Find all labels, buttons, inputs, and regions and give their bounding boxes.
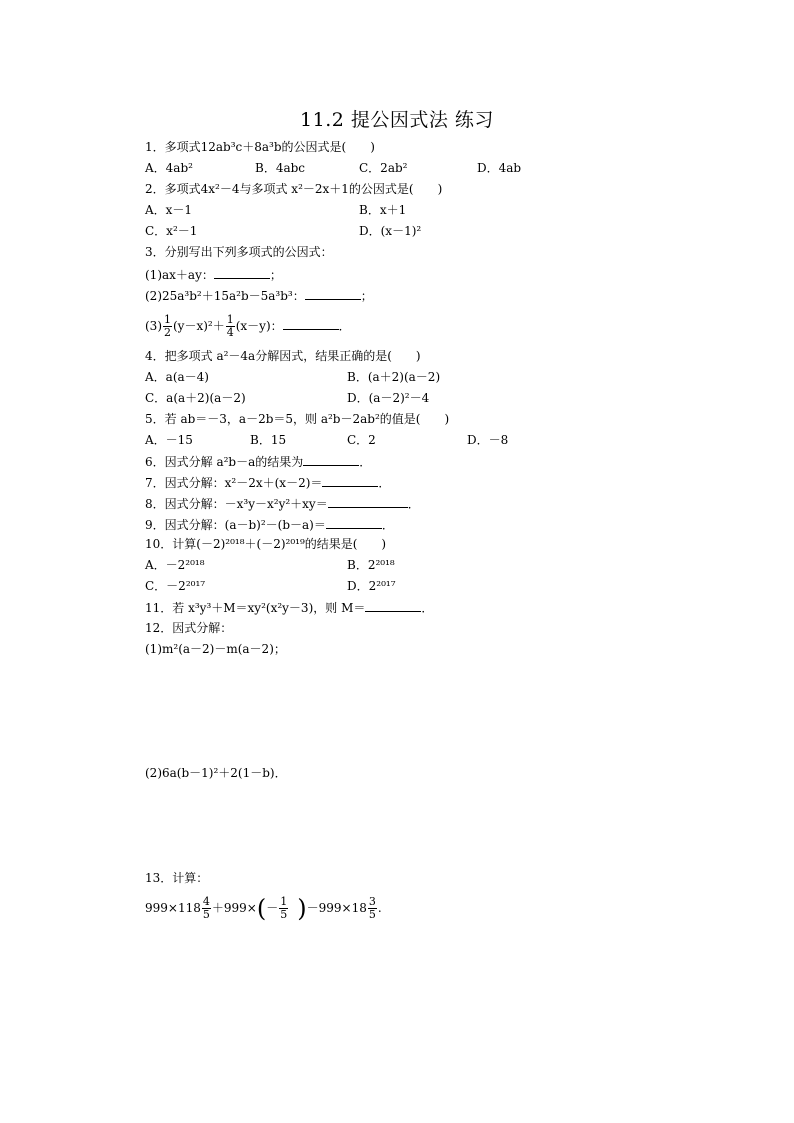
fraction-quarter <box>226 314 235 339</box>
period: ． <box>407 497 420 511</box>
question-1-stem: 1．多项式12ab³c＋8a³b的公因式是( ) <box>145 140 375 154</box>
question-3-part-3-label: (3) <box>145 319 162 333</box>
question-8 <box>145 495 420 512</box>
question-3-part-1-text: (1)ax＋ay： <box>145 268 214 282</box>
expression-term-2: ＋999× <box>211 901 257 915</box>
semicolon: ； <box>360 289 373 303</box>
question-5-option-b: B．15 <box>250 433 287 447</box>
answer-blank[interactable] <box>305 287 361 300</box>
question-4-option-d: D．(a－2)²－4 <box>347 391 430 405</box>
question-4-option-c: C．a(a＋2)(a－2) <box>145 391 246 405</box>
question-10-option-a: A．－2²⁰¹⁸ <box>145 558 205 572</box>
question-4-stem: 4．把多项式 a²－4a分解因式，结果正确的是( ) <box>145 349 421 363</box>
question-4-option-b: B．(a＋2)(a－2) <box>347 370 441 384</box>
question-1-option-c: C．2ab² <box>359 161 408 175</box>
answer-blank[interactable] <box>328 495 408 508</box>
question-2-option-c: C．x²－1 <box>145 224 198 238</box>
question-3-part-3-middle: (y－x)²＋ <box>173 319 225 333</box>
fraction <box>279 896 288 921</box>
period: ． <box>381 518 394 532</box>
fraction-denominator: 4 <box>226 326 234 339</box>
question-10-option-c: C．－2²⁰¹⁷ <box>145 579 206 593</box>
right-paren: ) <box>297 894 307 923</box>
answer-blank[interactable] <box>326 516 382 529</box>
question-13-expression <box>145 890 382 926</box>
period: ． <box>378 476 391 490</box>
question-11-stem: 11．若 x³y³＋M＝xy²(x²y－3)，则 M＝ <box>145 601 366 615</box>
question-9 <box>145 516 394 533</box>
fraction-denominator: 5 <box>280 908 288 921</box>
expression-term-3: －999×18 <box>306 901 367 915</box>
question-10-option-b: B．2²⁰¹⁸ <box>347 558 395 572</box>
question-5-stem: 5．若 ab＝－3，a－2b＝5，则 a²b－2ab²的值是( ) <box>145 412 450 426</box>
fraction-numerator: 1 <box>280 895 288 908</box>
minus-sign: － <box>266 901 279 915</box>
question-5-option-a: A．－15 <box>145 433 193 447</box>
question-3-stem: 3．分别写出下列多项式的公因式： <box>145 245 333 259</box>
fraction-numerator: 1 <box>164 313 171 326</box>
answer-blank[interactable] <box>303 453 359 466</box>
question-1-option-b: B．4abc <box>255 161 306 175</box>
answer-blank[interactable] <box>283 317 339 330</box>
question-13-stem: 13．计算： <box>145 871 209 885</box>
question-3-part-3-tail: (x－y)： <box>235 319 283 333</box>
question-7-stem: 7．因式分解：x²－2x＋(x－2)＝ <box>145 476 323 490</box>
fraction-half <box>163 314 172 339</box>
question-11 <box>145 599 433 616</box>
question-5-option-d: D．－8 <box>467 433 509 447</box>
question-2-option-d: D．(x－1)² <box>359 224 422 238</box>
mixed-fraction-part <box>202 896 211 921</box>
question-3-part-3 <box>145 309 351 343</box>
question-2-option-b: B．x＋1 <box>359 203 407 217</box>
question-2-option-a: A．x－1 <box>145 203 193 217</box>
left-paren: ( <box>256 894 267 923</box>
question-10-option-d: D．2²⁰¹⁷ <box>347 579 396 593</box>
question-5-option-c: C．2 <box>347 433 376 447</box>
period: ． <box>359 455 372 469</box>
question-2-stem: 2．多项式4x²－4与多项式 x²－2x＋1的公因式是( ) <box>145 182 443 196</box>
question-10-stem: 10．计算(－2)²⁰¹⁸＋(－2)²⁰¹⁹的结果是( ) <box>145 537 387 551</box>
question-9-stem: 9．因式分解：(a－b)²－(b－a)＝ <box>145 518 326 532</box>
question-3-part-2 <box>145 287 373 304</box>
page-title: 11.2 提公因式法 练习 <box>300 109 494 131</box>
answer-blank[interactable] <box>365 599 421 612</box>
question-8-stem: 8．因式分解：－x³y－x²y²＋xy＝ <box>145 497 328 511</box>
question-1-option-a: A．4ab² <box>145 161 193 175</box>
question-7 <box>145 474 390 491</box>
period: ． <box>338 319 351 333</box>
question-12-part-1: (1)m²(a－2)－m(a－2)； <box>145 642 286 656</box>
question-4-option-a: A．a(a－4) <box>145 370 209 384</box>
question-12-part-2: (2)6a(b－1)²＋2(1－b)． <box>145 766 287 780</box>
period: . <box>377 901 382 915</box>
mixed-fraction-part <box>368 896 377 921</box>
answer-blank[interactable] <box>214 266 270 279</box>
semicolon: ； <box>269 268 282 282</box>
fraction-numerator: 3 <box>368 895 376 908</box>
question-6 <box>145 453 371 470</box>
question-12-stem: 12．因式分解： <box>145 621 233 635</box>
question-1-option-d: D．4ab <box>477 161 522 175</box>
fraction-denominator: 5 <box>202 908 210 921</box>
period: ． <box>421 601 434 615</box>
question-6-stem: 6．因式分解 a²b－a的结果为 <box>145 455 304 469</box>
fraction-denominator: 2 <box>164 326 171 339</box>
question-3-part-2-text: (2)25a³b²＋15a²b－5a³b³： <box>145 289 305 303</box>
expression-term-1: 999×118 <box>145 901 201 915</box>
answer-blank[interactable] <box>322 474 378 487</box>
fraction-numerator: 1 <box>226 313 234 326</box>
fraction-denominator: 5 <box>368 908 376 921</box>
question-3-part-1 <box>145 266 282 283</box>
fraction-numerator: 4 <box>202 895 210 908</box>
